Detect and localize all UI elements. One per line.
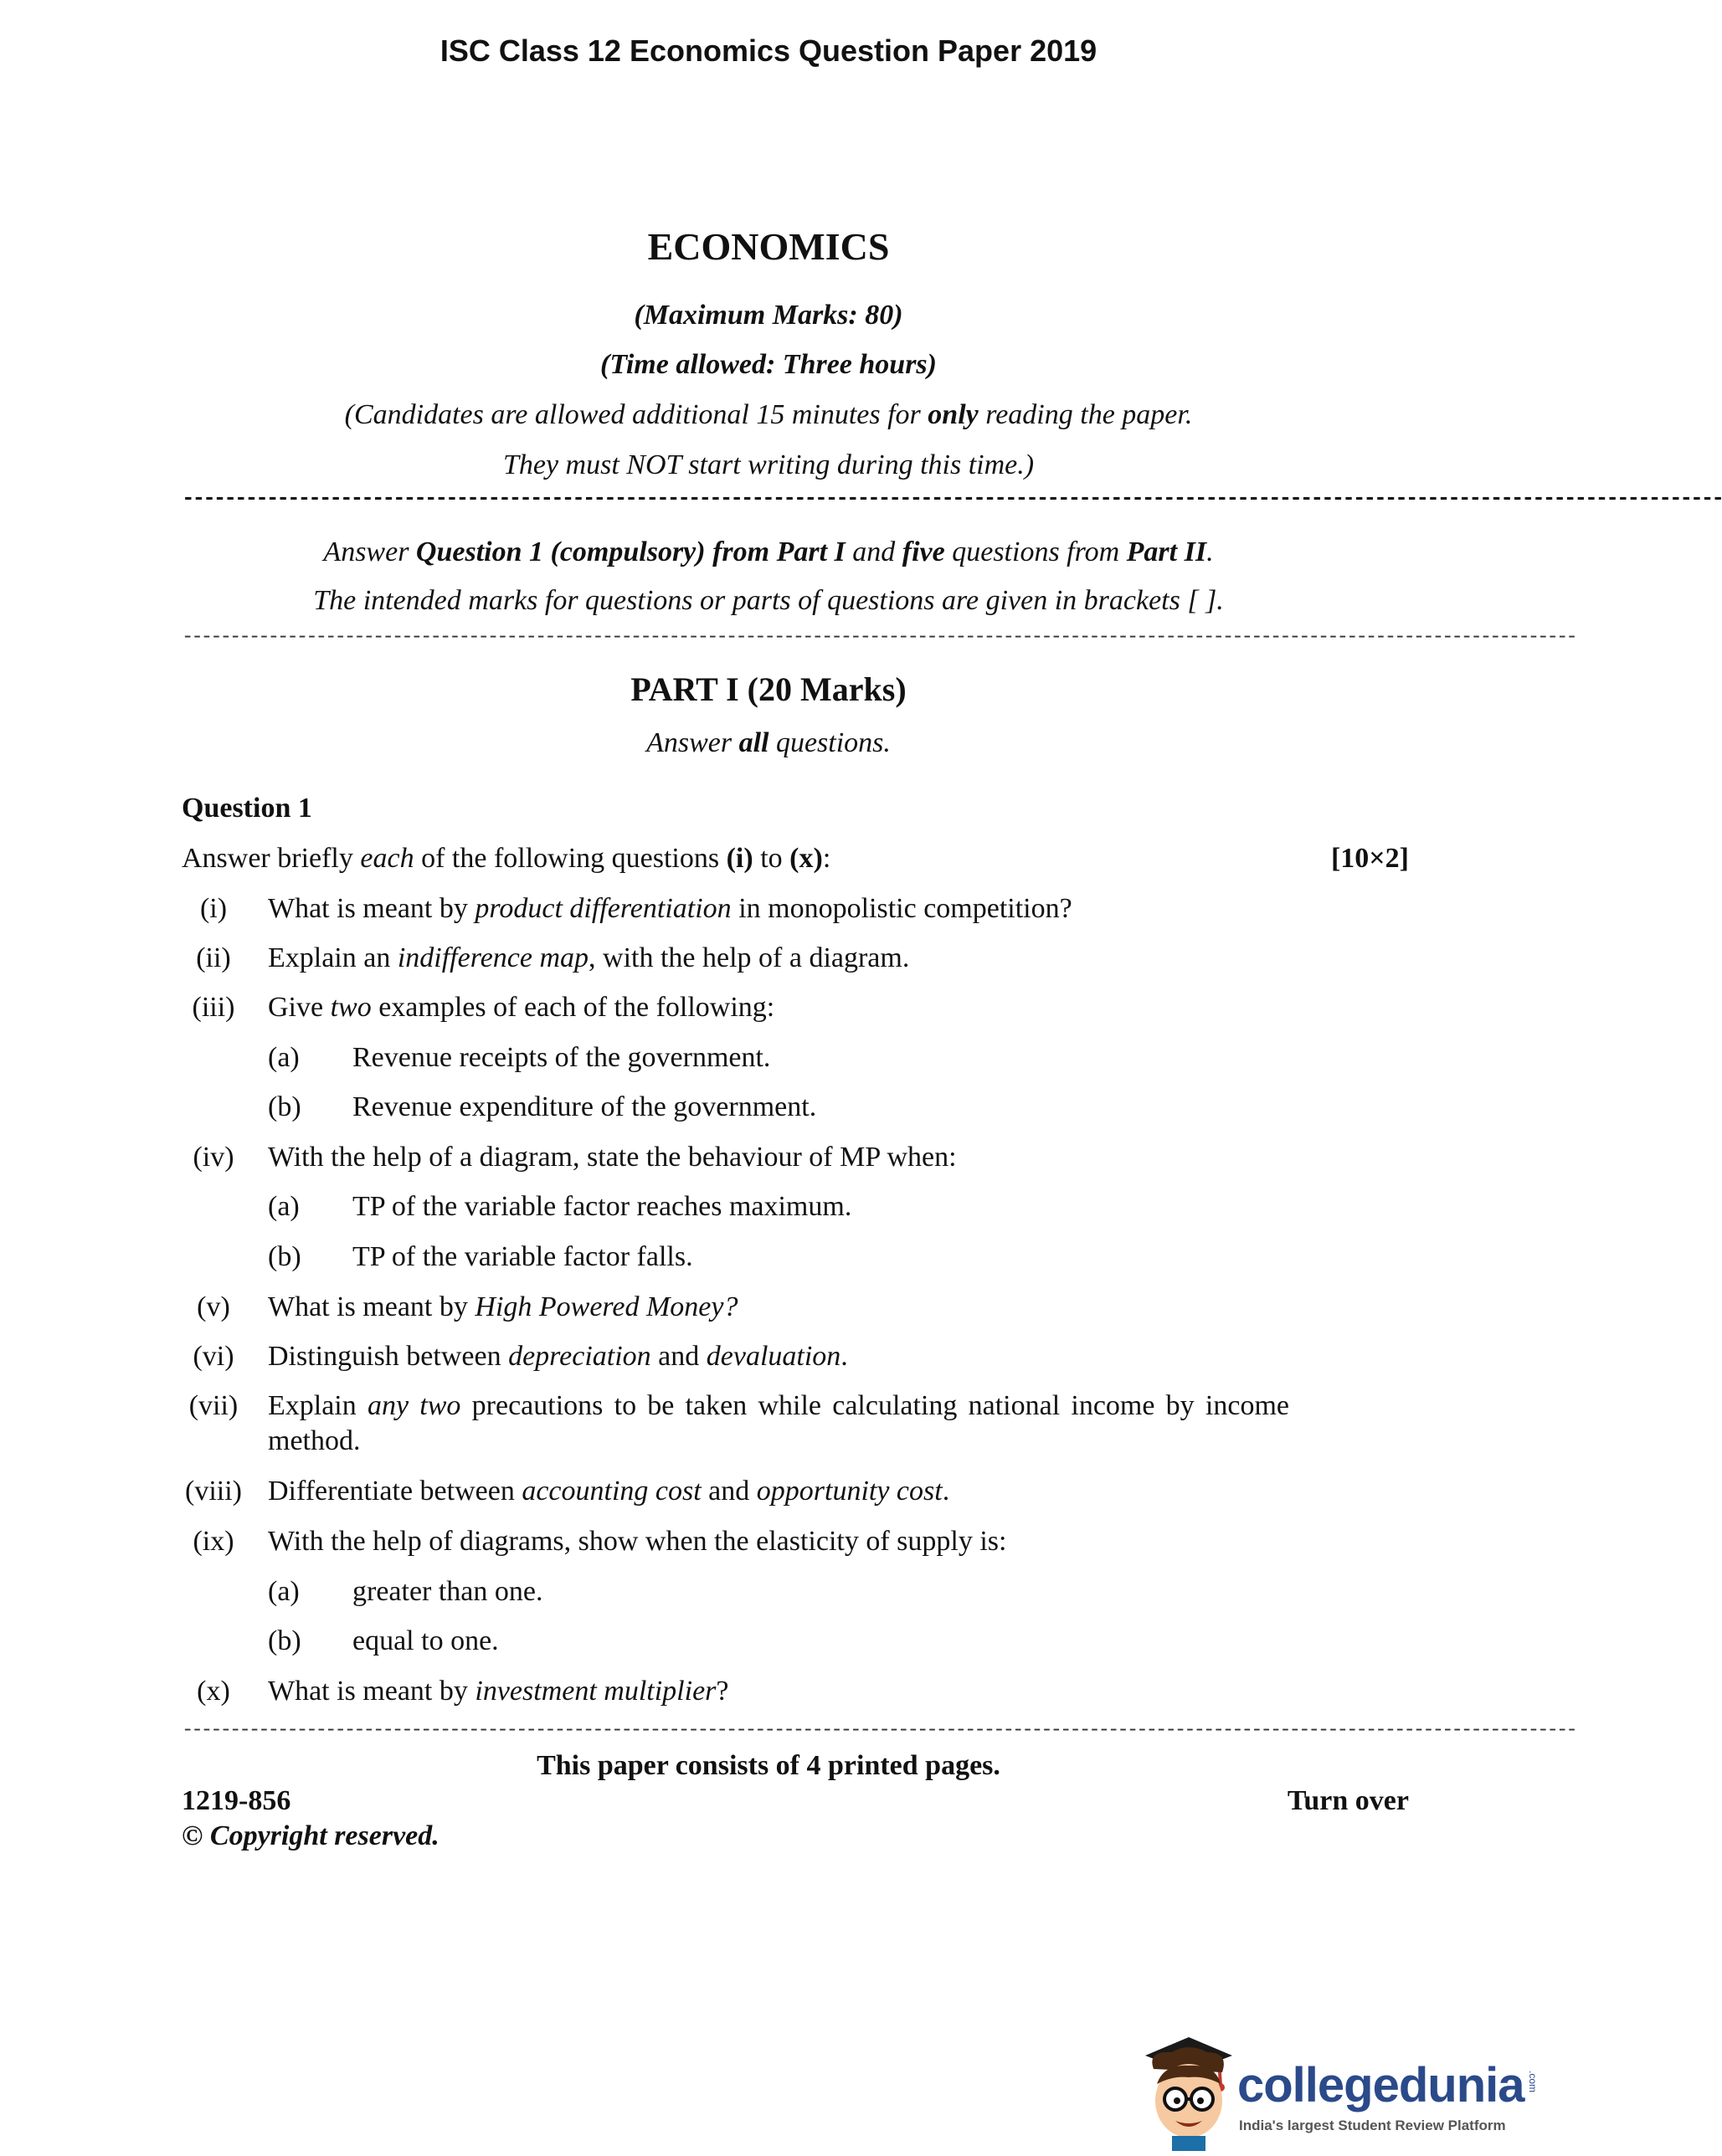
brand-tagline: India's largest Student Review Platform — [1239, 2118, 1506, 2133]
maximum-marks: (Maximum Marks: 80) — [634, 300, 903, 331]
sub-item: (b) Revenue expenditure of the government. — [268, 1091, 817, 1122]
question-1-marks: [10×2] — [1330, 843, 1409, 874]
document-header-title: ISC Class 12 Economics Question Paper 2019 — [439, 33, 1097, 68]
question-1-intro: Answer briefly each of the following questions (i) to (x): — [182, 843, 831, 874]
brand-name: collegedunia — [1237, 2058, 1524, 2112]
collegedunia-logo — [1139, 2034, 1539, 2151]
time-allowed: (Time allowed: Three hours) — [600, 349, 937, 380]
list-item: (ix) With the help of diagrams, show when the elasticity of supply is: — [193, 1526, 1007, 1557]
instruction-line-2: The intended marks for questions or parts of questions are given in brackets [ ]. — [313, 585, 1224, 616]
sub-item: (a) TP of the variable factor reaches maximum. — [268, 1191, 852, 1222]
sub-item: (b) equal to one. — [268, 1625, 499, 1656]
sub-item: (b) TP of the variable factor falls. — [268, 1241, 693, 1272]
part-1-subheading: Answer all questions. — [646, 727, 891, 758]
list-item: (ii) Explain an indifference map, with the help of a diagram. — [196, 942, 910, 973]
reading-time-note: (Candidates are allowed additional 15 minutes for only reading the paper. — [344, 399, 1193, 430]
brand-domain: .com — [1527, 2071, 1539, 2093]
list-item: (iii) Give two examples of each of the following: — [192, 992, 775, 1023]
mascot-icon — [1139, 2034, 1239, 2151]
list-item: (viii) Differentiate between accounting cost and opportunity cost. — [185, 1476, 950, 1507]
pages-note: This paper consists of 4 printed pages. — [537, 1750, 1000, 1781]
list-item: (vi) Distinguish between depreciation and devaluation. — [193, 1341, 848, 1372]
divider-line: -------------------------------------------------------------------------------------------------------------------------------------------------- — [182, 1719, 1576, 1742]
sub-item: (a) Revenue receipts of the government. — [268, 1042, 771, 1073]
paper-code: 1219-856 — [182, 1785, 291, 1816]
subject-title: ECONOMICS — [647, 225, 890, 268]
part-1-heading: PART I (20 Marks) — [630, 670, 907, 708]
no-writing-note: They must NOT start writing during this time.) — [502, 449, 1035, 480]
divider-line: -------------------------------------------------------------------------------------------------------------------------------------------------- — [182, 626, 1576, 649]
turn-over-label: Turn over — [1287, 1785, 1409, 1816]
list-item: (iv) With the help of a diagram, state the behaviour of MP when: — [193, 1142, 957, 1173]
list-item: (vii) Explain any two precautions to be taken while calculating national income by income method. — [188, 1390, 1289, 1456]
instruction-line-1: Answer Question 1 (compulsory) from Part I and five questions from Part II. — [323, 536, 1214, 567]
divider-line: -------------------------------------------------------------------------------------------------------------------------------------------------- — [182, 485, 1722, 511]
list-item: (v) What is meant by High Powered Money? — [197, 1291, 738, 1322]
list-item: (x) What is meant by investment multiplier? — [197, 1676, 729, 1707]
list-item: (i) What is meant by product differentiation in monopolistic competition? — [199, 893, 1072, 924]
sub-item: (a) greater than one. — [268, 1576, 543, 1607]
copyright-notice: © Copyright reserved. — [182, 1820, 439, 1851]
question-1-title: Question 1 — [182, 793, 312, 824]
